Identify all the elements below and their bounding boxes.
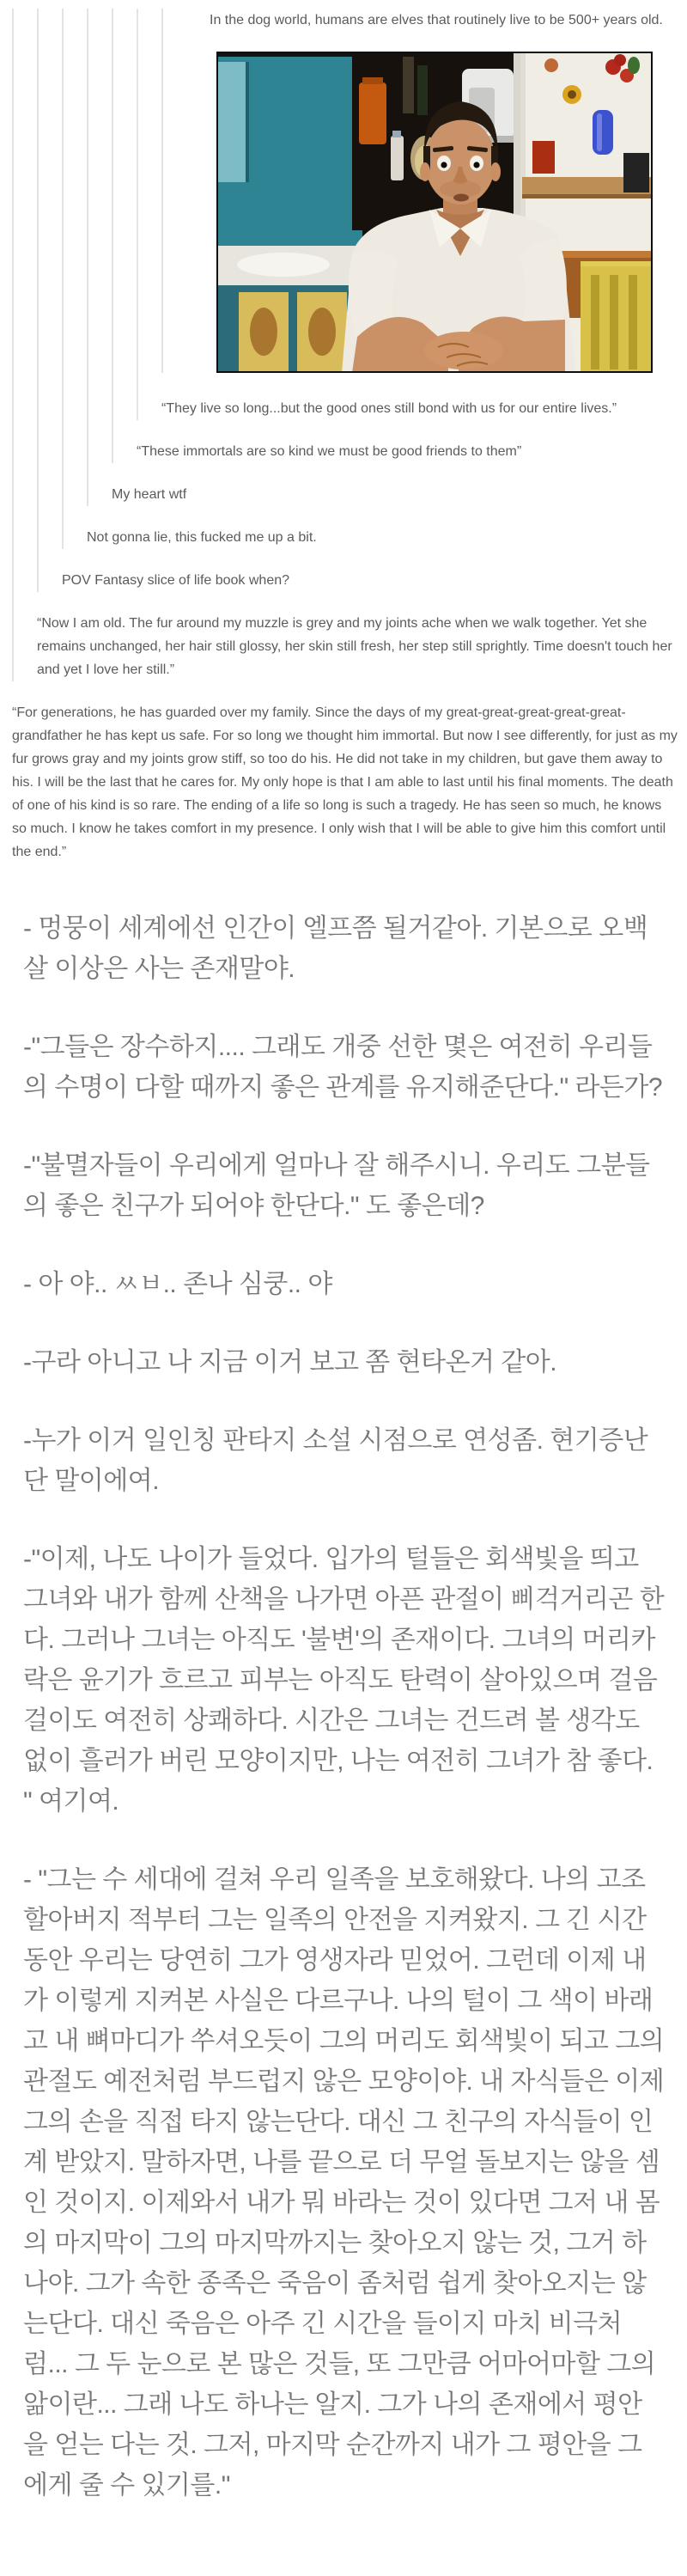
post-text-now-i-am-old: “Now I am old. The fur around my muzzle is grey and my joints ache when we walk together. Yet she remains unchanged, her hair still glossy, her skin still fresh, her step still sprightly. Time doesn't touch her and yet I love her still.”: [37, 616, 672, 677]
quote-level-6: [137, 9, 678, 420]
post-text-immortals: “These immortals are so kind we must be good friends to them”: [137, 444, 522, 459]
korean-paragraph-1: - 멍뭉이 세계에선 인간이 엘프쯤 될거같아. 기본으로 오백 살 이상은 사는 존재말야.: [23, 914, 648, 983]
post-text-my-heart: My heart wtf: [112, 487, 187, 502]
quote-level-1: [12, 9, 678, 681]
joey-photo-illustration: [216, 52, 653, 373]
korean-paragraph-2: -"그들은 장수하지.... 그래도 개중 선한 몇은 여전히 우리들의 수명이 다할 때까지 좋은 관계를 유지해준단다." 라든가?: [23, 1033, 663, 1102]
korean-paragraph-6: -누가 이거 일인칭 판타지 소설 시점으로 연성좀. 현기증난단 말이에여.: [23, 1426, 648, 1495]
post-text-they-live: “They live so long...but the good ones still bond with us for our entire lives.”: [161, 401, 617, 416]
post-photo[interactable]: [216, 52, 653, 373]
korean-paragraph-4: - 아 야.. ㅆㅂ.. 존나 심쿵.. 야: [23, 1270, 332, 1298]
quote-level-4: [87, 9, 678, 506]
post-text-not-gonna-lie: Not gonna lie, this fucked me up a bit.: [87, 530, 317, 545]
post-text-dog-world: In the dog world, humans are elves that routinely live to be 500+ years old.: [210, 13, 663, 27]
quote-level-3: [62, 9, 678, 549]
post-text-pov-fantasy: POV Fantasy slice of life book when?: [62, 573, 290, 588]
english-thread: [12, 9, 678, 864]
quote-level-5: [112, 9, 678, 463]
post-text-for-generations: “For generations, he has guarded over my family. Since the days of my great-great-great-great-great-grandfather he has kept us safe. For so long we thought him immortal. But now I see differently, for just as my fur grows gray and my joints grow stiff, so too do his. He did not take in my children, but gave them away to his. I will be the last that he cares for. My only hope is that I am able to last until his final moments. The death of one of his kind is so rare. The ending of a life so long is such a tragedy. He has seen so much, he knows so much. I know he takes comfort in my presence. I only wish that I will be able to give him this comfort until the end.”: [12, 705, 678, 859]
quote-level-2: [37, 9, 678, 592]
korean-translation: [12, 908, 678, 2506]
korean-paragraph-3: -"불멸자들이 우리에게 얼마나 잘 해주시니. 우리도 그분들의 좋은 친구가 되어야 한단다." 도 좋은데?: [23, 1151, 650, 1220]
korean-paragraph-5: -구라 아니고 나 지금 이거 보고 쫌 현타온거 같아.: [23, 1348, 557, 1377]
korean-paragraph-7: -"이제, 나도 나이가 들었다. 입가의 털들은 회색빛을 띄고 그녀와 내가 함께 산책을 나가면 아픈 관절이 삐걱거리곤 한다. 그러나 그녀는 아직도 '불변'의 존재이다. 그녀의 머리카락은 윤기가 흐르고 피부는 아직도 탄력이 살아있으며 걸음걸이도 여전히 상쾌하다. 시간은 그녀는 건드려 볼 생각도 없이 흘러가 버린 모양이지만, 나는 여전히 그녀가 참 좋다. " 여기여.: [23, 1545, 665, 1816]
korean-paragraph-8: - "그는 수 세대에 걸쳐 우리 일족을 보호해왔다. 나의 고조할아버지 적부터 그는 일족의 안전을 지켜왔지. 그 긴 시간 동안 우리는 당연히 그가 영생자라 믿었어. 그런데 이제 내가 이렇게 지켜본 사실은 다르구나. 나의 털이 그 색이 바래고 내 뼈마디가 쑤셔오듯이 그의 머리도 회색빛이 되고 그의 관절도 예전처럼 부드럽지 않은 모양이야. 내 자식들은 이제 그의 손을 직접 타지 않는단다. 대신 그 친구의 자식들이 인계 받았지. 말하자면, 나를 끝으로 더 무얼 돌보지는 않을 셈인 것이지. 이제와서 내가 뭐 바라는 것이 있다면 그저 내 몸의 마지막이 그의 마지막까지는 찾아오지 않는 것, 그거 하나야. 그가 속한 종족은 죽음이 좀처럼 쉽게 찾아오지는 않는단다. 대신 죽음은 아주 긴 시간을 들이지 마치 비극처럼... 그 두 눈으로 본 많은 것들, 또 그만큼 어마어마할 그의 앎이란... 그래 나도 하나는 알지. 그가 나의 존재에서 평안을 얻는 다는 것. 그저, 마지막 순간까지 내가 그 평안을 그에게 줄 수 있기를.": [23, 1865, 665, 2500]
quote-level-7: [161, 9, 678, 373]
